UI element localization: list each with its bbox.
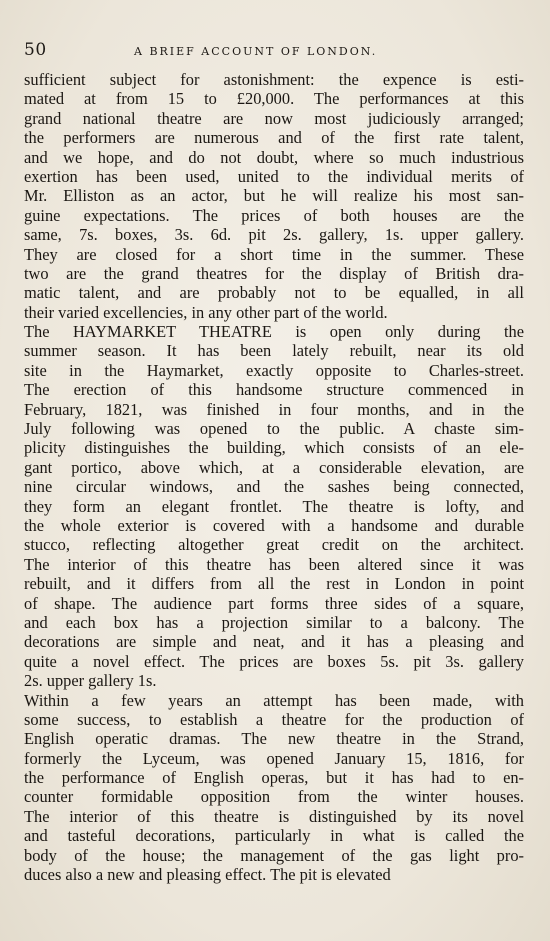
text-line: the performance of English operas, but it has had to en- <box>24 768 524 788</box>
text-line: Mr. Elliston as an actor, but he will realize his most san- <box>24 186 524 206</box>
text-line: guine expectations. The prices of both houses are the <box>24 205 524 225</box>
text-line: exertion has been used, united to the individual merits of <box>24 166 524 186</box>
text-line: 2s. upper gallery 1s. <box>24 671 157 691</box>
text-line: The interior of this theatre is distinguished by its novel <box>24 806 524 826</box>
text-line: summer season. It has been lately rebuilt, near its old <box>24 341 524 361</box>
text-line: grand national theatre are now most judiciously arranged; <box>24 108 524 128</box>
text-line: gant portico, above which, at a considerable elevation, are <box>24 457 524 477</box>
text-line: some success, to establish a theatre for the production of <box>24 709 524 729</box>
paragraph <box>24 322 524 690</box>
text-line: July following was opened to the public. A chaste sim- <box>24 419 524 439</box>
page-header <box>24 40 524 62</box>
text-line: decorations are simple and neat, and it has a pleasing and <box>24 632 524 652</box>
text-line: English operatic dramas. The new theatre in the Strand, <box>24 729 524 749</box>
text-line: the performers are numerous and of the first rate talent, <box>24 128 524 148</box>
text-line: counter formidable opposition from the winter houses. <box>24 787 524 807</box>
paragraph <box>24 70 524 322</box>
text-line: and each box has a projection similar to a balcony. The <box>24 612 524 632</box>
text-line: The erection of this handsome structure commenced in <box>24 380 524 400</box>
text-line: of shape. The audience part forms three sides of a square, <box>24 593 524 613</box>
body-text <box>24 70 524 884</box>
text-line: nine circular windows, and the sashes being connected, <box>24 477 524 497</box>
text-line: formerly the Lyceum, was opened January 15, 1816, for <box>24 748 524 768</box>
text-line: The interior of this theatre has been altered since it was <box>24 554 524 574</box>
text-line: mated at from 15 to £20,000. The performances at this <box>24 89 524 109</box>
text-line: February, 1821, was finished in four months, and in the <box>24 399 524 419</box>
text-line: plicity distinguishes the building, which consists of an ele- <box>24 438 524 458</box>
text-line: the whole exterior is covered with a handsome and durable <box>24 515 524 535</box>
text-line: site in the Haymarket, exactly opposite to Charles-street. <box>24 360 524 380</box>
text-line: The HAYMARKET THEATRE is open only during the <box>24 322 524 342</box>
text-line: they form an elegant frontlet. The theatre is lofty, and <box>24 496 524 516</box>
text-line: their varied excellencies, in any other part of the world. <box>24 302 388 322</box>
text-line: and we hope, and do not doubt, where so much industrious <box>24 147 524 167</box>
text-line: same, 7s. boxes, 3s. 6d. pit 2s. gallery, 1s. upper gallery. <box>24 225 524 245</box>
text-line: rebuilt, and it differs from all the rest in London in point <box>24 574 524 594</box>
page-number: 50 <box>24 40 47 60</box>
paragraph <box>24 691 524 885</box>
text-line: two are the grand theatres for the display of British dra- <box>24 263 524 283</box>
text-line: Within a few years an attempt has been made, with <box>24 690 524 710</box>
text-line: They are closed for a short time in the summer. These <box>24 244 524 264</box>
text-line: and tasteful decorations, particularly in what is called the <box>24 826 524 846</box>
text-line: sufficient subject for astonishment: the expence is esti- <box>24 70 524 89</box>
text-line: quite a novel effect. The prices are boxes 5s. pit 3s. gallery <box>24 651 524 671</box>
text-line: matic talent, and are probably not to be equalled, in all <box>24 283 524 303</box>
running-title: A BRIEF ACCOUNT OF LONDON. <box>134 45 378 58</box>
text-line: duces also a new and pleasing effect. The pit is elevated <box>24 865 391 885</box>
text-line: body of the house; the management of the gas light pro- <box>24 845 524 865</box>
text-line: stucco, reflecting altogether great credit on the architect. <box>24 535 524 555</box>
